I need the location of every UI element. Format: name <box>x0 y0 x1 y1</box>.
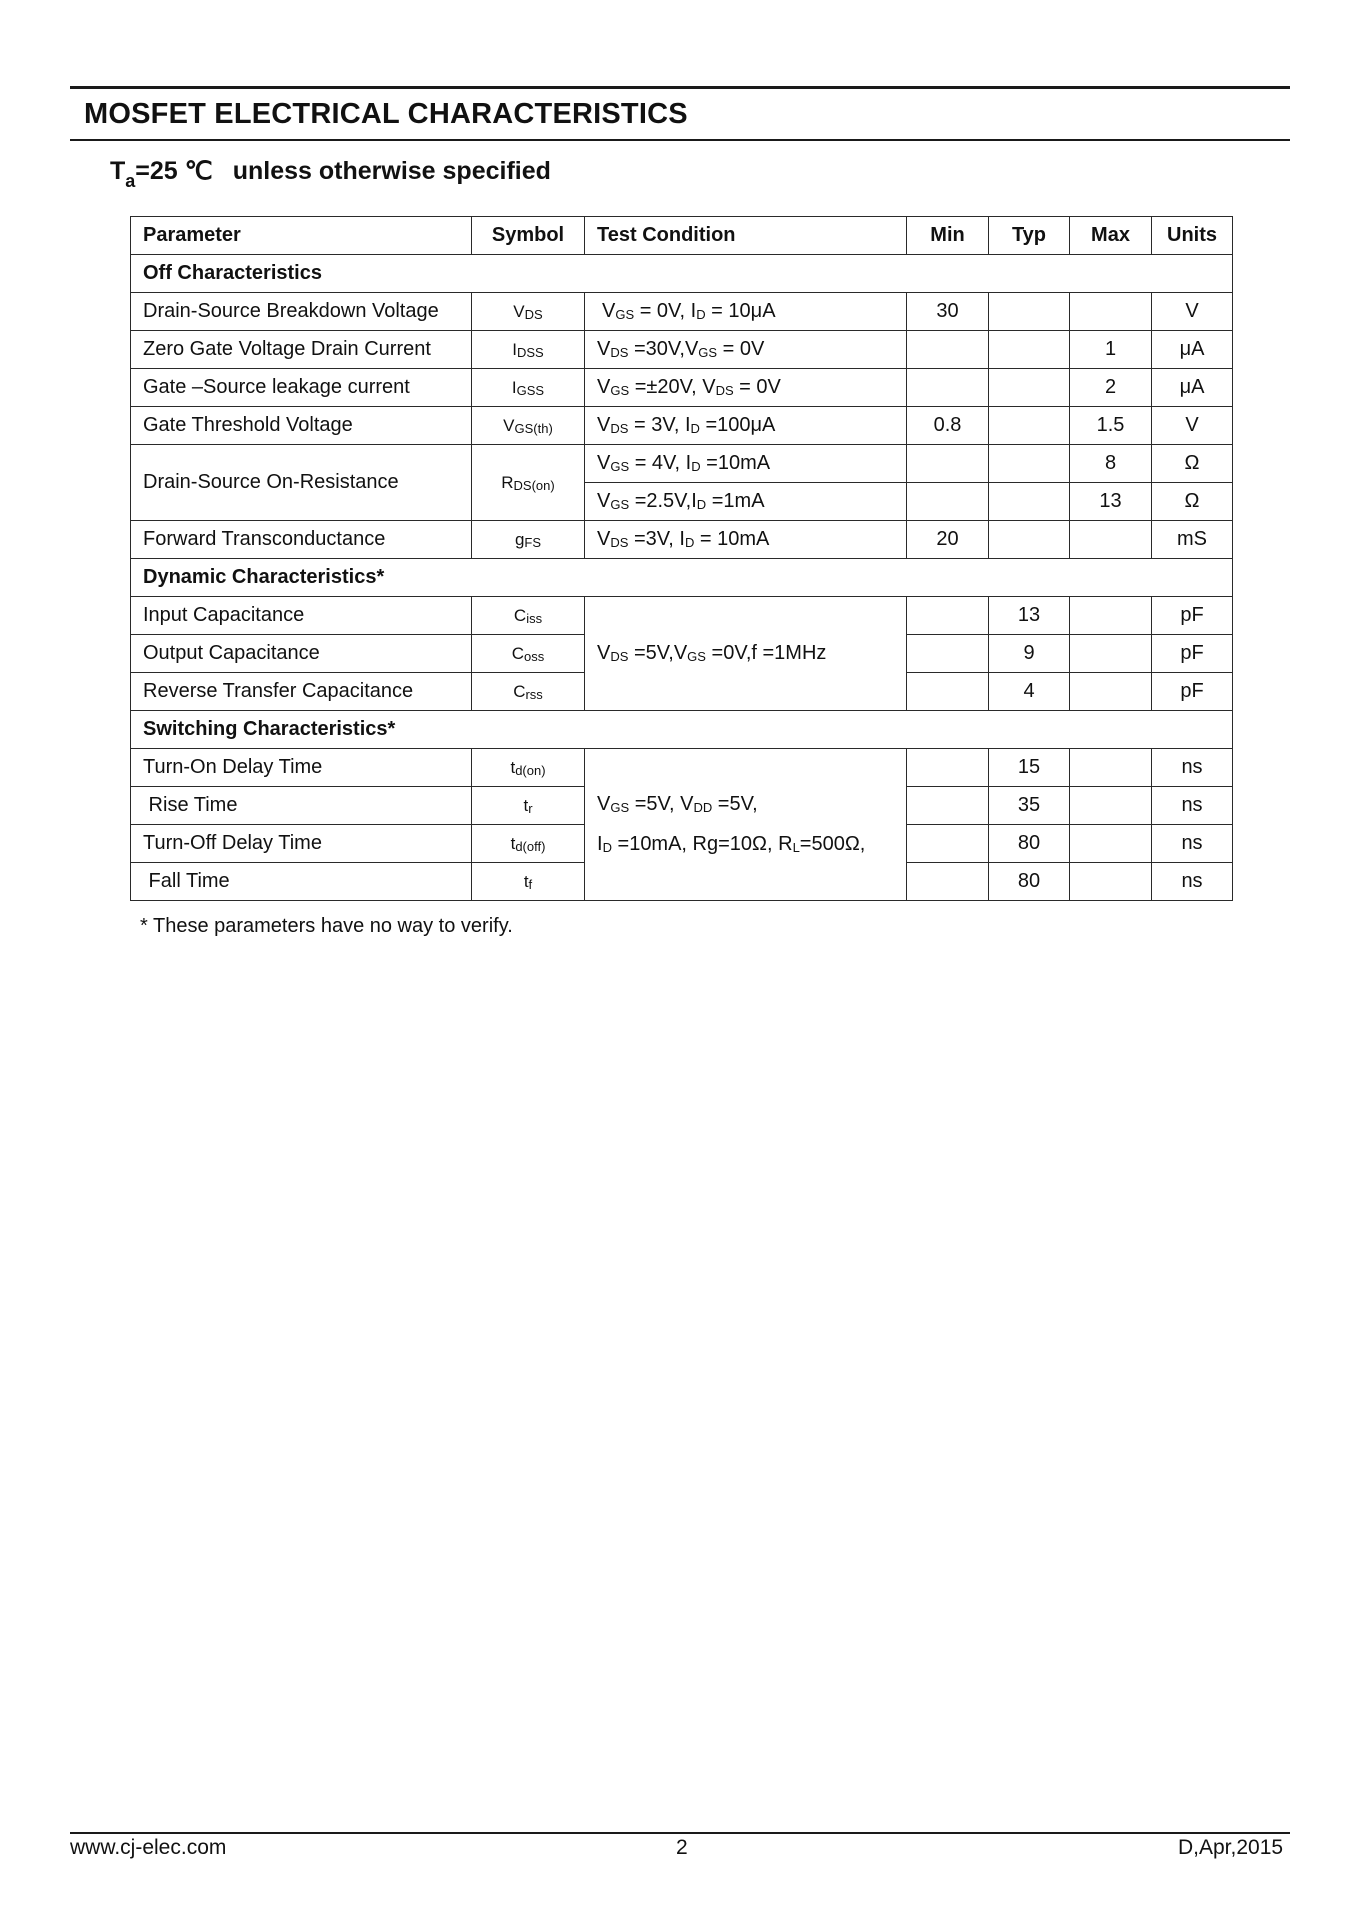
min-cell <box>907 635 989 673</box>
unit-cell: V <box>1152 293 1233 331</box>
min-cell: 30 <box>907 293 989 331</box>
max-cell <box>1070 863 1152 901</box>
condition-cell <box>585 749 907 901</box>
symbol-cell: $V_{GS(th)}$ <box>472 407 585 445</box>
param-cell: Gate Threshold Voltage <box>131 407 472 445</box>
symbol-cell: $C_{iss}$ <box>472 597 585 635</box>
typ-cell: 4 <box>989 673 1070 711</box>
min-cell <box>907 673 989 711</box>
param-cell: Output Capacitance <box>131 635 472 673</box>
unit-cell: μA <box>1152 369 1233 407</box>
symbol-cell: $R_{DS(on)}$ <box>472 445 585 521</box>
max-cell <box>1070 521 1152 559</box>
min-cell <box>907 787 989 825</box>
typ-cell: 80 <box>989 863 1070 901</box>
typ-cell: 80 <box>989 825 1070 863</box>
electrical-characteristics-table <box>130 216 1233 901</box>
section-dynamic-characteristics: Dynamic Characteristics* <box>131 559 1233 597</box>
table-header-row <box>131 217 1233 255</box>
min-cell <box>907 331 989 369</box>
unit-cell: μA <box>1152 331 1233 369</box>
min-cell <box>907 597 989 635</box>
param-cell: Drain-Source On-Resistance <box>131 445 472 521</box>
max-cell <box>1070 787 1152 825</box>
unit-cell: pF <box>1152 635 1233 673</box>
section-row-dynamic <box>131 559 1233 597</box>
footer-rule <box>70 1832 1290 1834</box>
symbol-cell: $t_{d(on)}$ <box>472 749 585 787</box>
typ-cell: 13 <box>989 597 1070 635</box>
max-cell <box>1070 825 1152 863</box>
header-max: Max <box>1070 217 1152 255</box>
condition-cell: $V_{GS} =\pm 20V$, $V_{DS} = 0V$ <box>585 369 907 407</box>
unit-cell: Ω <box>1152 483 1233 521</box>
switch-condition-line-2: $I_D =10mA$, Rg=10Ω, $R_L=500\Omega$, <box>597 832 866 855</box>
param-cell: Fall Time <box>131 863 472 901</box>
symbol-cell: $V_{DS}$ <box>472 293 585 331</box>
max-cell: 13 <box>1070 483 1152 521</box>
revision-date: D,Apr,2015 <box>1178 1836 1284 1859</box>
symbol-cell: $t_r$ <box>472 787 585 825</box>
min-cell <box>907 483 989 521</box>
min-cell <box>907 445 989 483</box>
condition-cell: $V_{GS} =2.5V,I_D =1mA$ <box>585 483 907 521</box>
unit-cell: ns <box>1152 825 1233 863</box>
section-off-characteristics: Off Characteristics <box>131 255 1233 293</box>
min-cell <box>907 369 989 407</box>
top-rule <box>70 86 1290 89</box>
header-parameter: Parameter <box>131 217 472 255</box>
symbol-cell: $C_{rss}$ <box>472 673 585 711</box>
header-typ: Typ <box>989 217 1070 255</box>
min-cell: 20 <box>907 521 989 559</box>
max-cell <box>1070 749 1152 787</box>
param-cell: Turn-On Delay Time <box>131 749 472 787</box>
typ-cell: 35 <box>989 787 1070 825</box>
table-row <box>131 369 1233 407</box>
section-switching-characteristics: Switching Characteristics* <box>131 711 1233 749</box>
table-row <box>131 293 1233 331</box>
max-cell: 2 <box>1070 369 1152 407</box>
table-row <box>131 749 1233 787</box>
max-cell <box>1070 673 1152 711</box>
header-symbol: Symbol <box>472 217 585 255</box>
min-cell <box>907 863 989 901</box>
typ-cell <box>989 369 1070 407</box>
condition-cell: $V_{DS} = 3V$, $I_D =100\mu A$ <box>585 407 907 445</box>
switch-condition-line-1: $V_{GS} =5V$, $V_{DD} =5V$, <box>597 792 758 815</box>
symbol-cell: $g_{FS}$ <box>472 521 585 559</box>
page-title: MOSFET ELECTRICAL CHARACTERISTICS <box>84 98 688 130</box>
min-cell <box>907 749 989 787</box>
symbol-cell: $C_{oss}$ <box>472 635 585 673</box>
condition-text: unless otherwise specified <box>232 157 551 185</box>
symbol-cell: $I_{DSS}$ <box>472 331 585 369</box>
condition-cell: $V_{DS} =3V$, $I_D = 10mA$ <box>585 521 907 559</box>
unit-cell: pF <box>1152 673 1233 711</box>
condition-cell: $V_{DS} =5V,V_{GS} =0V,f =1MHz$ <box>585 597 907 711</box>
table-row <box>131 331 1233 369</box>
max-cell: 8 <box>1070 445 1152 483</box>
title-underline <box>70 139 1290 141</box>
section-row-off <box>131 255 1233 293</box>
footnote: * These parameters have no way to verify. <box>140 915 513 937</box>
unit-cell: mS <box>1152 521 1233 559</box>
typ-cell <box>989 293 1070 331</box>
typ-cell <box>989 331 1070 369</box>
typ-cell <box>989 445 1070 483</box>
page-number: 2 <box>676 1836 688 1859</box>
unit-cell: ns <box>1152 863 1233 901</box>
condition-cell: $V_{GS} = 4V$, $I_D =10mA$ <box>585 445 907 483</box>
temp-symbol: T <box>110 157 126 185</box>
header-min: Min <box>907 217 989 255</box>
typ-cell: 9 <box>989 635 1070 673</box>
test-condition-heading <box>110 156 551 191</box>
param-cell: Forward Transconductance <box>131 521 472 559</box>
typ-cell <box>989 483 1070 521</box>
min-cell: 0.8 <box>907 407 989 445</box>
symbol-cell: $I_{GSS}$ <box>472 369 585 407</box>
section-row-switching <box>131 711 1233 749</box>
max-cell <box>1070 635 1152 673</box>
param-cell: Gate –Source leakage current <box>131 369 472 407</box>
max-cell <box>1070 293 1152 331</box>
header-test-condition: Test Condition <box>585 217 907 255</box>
table-row <box>131 445 1233 483</box>
min-cell <box>907 825 989 863</box>
unit-cell: ns <box>1152 749 1233 787</box>
max-cell: 1 <box>1070 331 1152 369</box>
footer-url: www.cj-elec.com <box>70 1836 227 1859</box>
unit-cell: Ω <box>1152 445 1233 483</box>
param-cell: Turn-Off Delay Time <box>131 825 472 863</box>
param-cell: Zero Gate Voltage Drain Current <box>131 331 472 369</box>
table-row <box>131 407 1233 445</box>
typ-cell <box>989 521 1070 559</box>
param-cell: Input Capacitance <box>131 597 472 635</box>
symbol-cell: $t_f$ <box>472 863 585 901</box>
param-cell: Reverse Transfer Capacitance <box>131 673 472 711</box>
table-row <box>131 597 1233 635</box>
typ-cell: 15 <box>989 749 1070 787</box>
condition-cell: $V_{DS} =30V,V_{GS} = 0V$ <box>585 331 907 369</box>
table-row <box>131 521 1233 559</box>
temp-value: =25 ℃ <box>135 157 213 185</box>
unit-cell: pF <box>1152 597 1233 635</box>
typ-cell <box>989 407 1070 445</box>
symbol-cell: $t_{d(off)}$ <box>472 825 585 863</box>
condition-cell: $V_{GS} = 0V$, $I_D = 10\mu A$ <box>585 293 907 331</box>
max-cell: 1.5 <box>1070 407 1152 445</box>
unit-cell: ns <box>1152 787 1233 825</box>
temp-subscript: a <box>125 171 136 191</box>
header-units: Units <box>1152 217 1233 255</box>
unit-cell: V <box>1152 407 1233 445</box>
param-cell: Rise Time <box>131 787 472 825</box>
param-cell: Drain-Source Breakdown Voltage <box>131 293 472 331</box>
max-cell <box>1070 597 1152 635</box>
